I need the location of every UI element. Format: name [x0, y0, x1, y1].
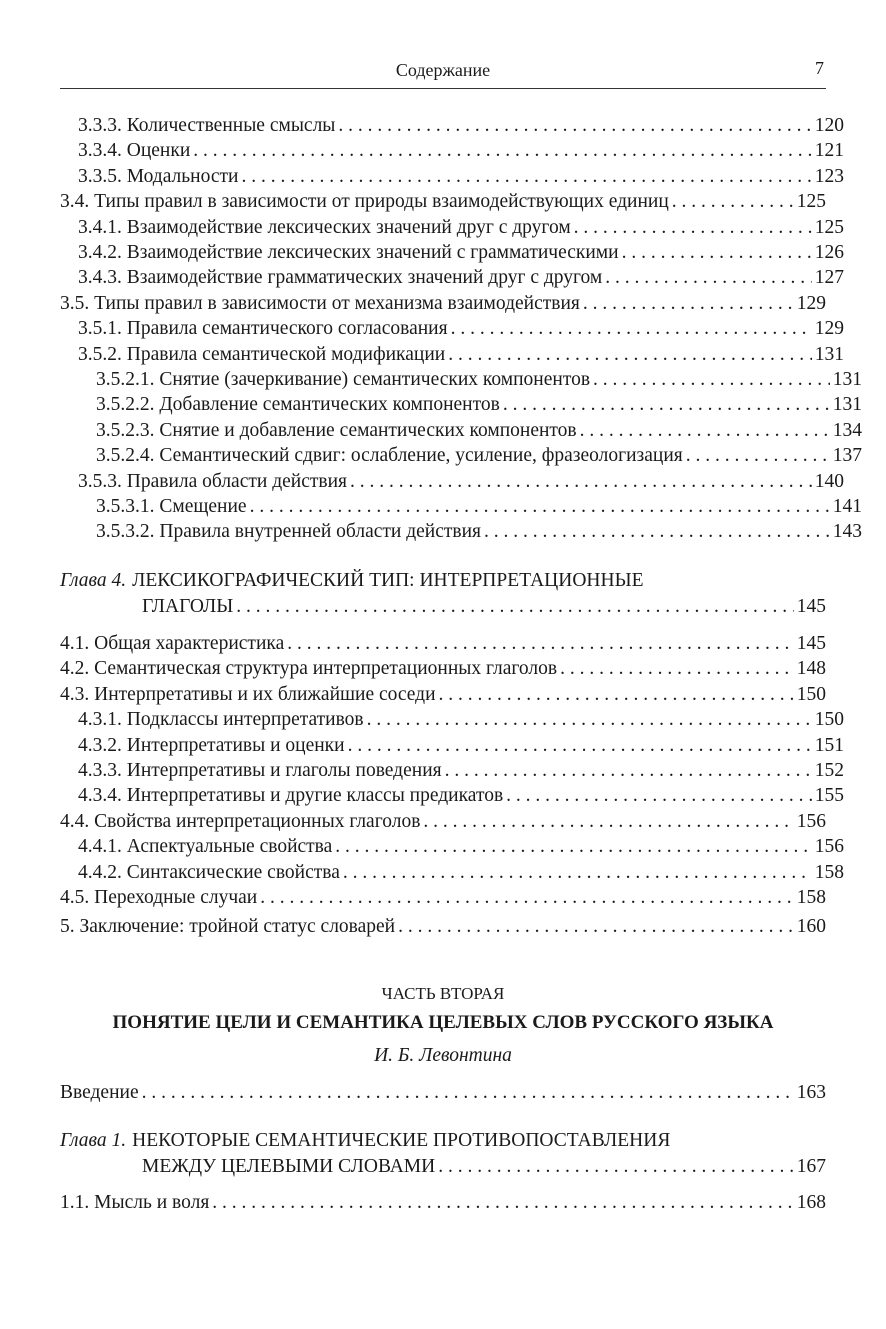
leader-dots — [142, 1080, 794, 1105]
leader-dots — [367, 707, 812, 732]
entry-page: 125 — [814, 216, 844, 238]
entry-text: Модальности — [126, 165, 239, 187]
chapter-4-heading-line2 — [60, 594, 826, 619]
entry-text: Интерпретативы и их ближайшие соседи — [94, 683, 436, 705]
leader-dots — [622, 240, 812, 265]
entry-text: Типы правил в зависимости от природы взаимодействующих единиц — [94, 191, 669, 213]
entry-page: 126 — [814, 242, 844, 263]
leader-dots — [484, 519, 830, 544]
entry-num: 3.3.3. — [78, 115, 122, 136]
toc-entry — [60, 682, 826, 707]
leader-dots — [439, 682, 794, 707]
entry-text: Типы правил в зависимости от механизма взаимодействия — [94, 292, 580, 314]
intro-text: Введение — [60, 1082, 139, 1103]
chapter-1-page: 167 — [796, 1156, 826, 1177]
chapter-1-title-line1: НЕКОТОРЫЕ СЕМАНТИЧЕСКИЕ ПРОТИВОПОСТАВЛЕНИЯ — [132, 1130, 671, 1151]
toc-entry — [60, 392, 862, 417]
entry-num: 3.5.3.2. — [96, 521, 155, 543]
entry-text: Взаимодействие лексических значений с грамматическими — [126, 242, 619, 263]
leader-dots — [287, 631, 794, 656]
entry-num: 4.4.1. — [78, 836, 122, 858]
entry-num: 1.1. — [60, 1192, 90, 1213]
entry-page: 125 — [796, 191, 826, 213]
entry-num: 3.4.2. — [78, 242, 122, 263]
entry-text: Взаимодействие грамматических значений друг с другом — [126, 267, 603, 289]
entry-text: Мысль и воля — [94, 1192, 210, 1213]
toc-entry — [60, 809, 826, 834]
chapter-4-title-line1: ЛЕКСИКОГРАФИЧЕСКИЙ ТИП: ИНТЕРПРЕТАЦИОННЫЕ — [132, 570, 644, 591]
toc-entry — [60, 860, 844, 885]
entry-num: 3.5.3. — [78, 470, 122, 492]
intro-page: 163 — [796, 1082, 826, 1103]
entry-page: 131 — [814, 343, 844, 365]
toc-entry — [60, 707, 844, 732]
entry-text: Переходные случаи — [94, 887, 258, 908]
toc-entry — [60, 113, 844, 138]
toc-entry — [60, 138, 844, 163]
toc-entry-conclusion — [60, 914, 826, 939]
toc-entry — [60, 656, 826, 681]
chapter-1-label: Глава 1. — [60, 1130, 127, 1151]
leader-dots — [448, 342, 812, 367]
toc-entry — [60, 215, 844, 240]
leader-dots — [398, 914, 794, 939]
entry-num: 3.5.3.1. — [96, 496, 155, 517]
entry-page: 131 — [832, 394, 862, 416]
chapter-4-title-line2: ГЛАГОЛЫ — [142, 596, 234, 617]
entry-text: Подклассы интерпретативов — [126, 709, 364, 731]
leader-dots — [343, 860, 812, 885]
entry-num: 4.4. — [60, 810, 90, 832]
entry-page: 150 — [814, 709, 844, 731]
part-two-title: ПОНЯТИЕ ЦЕЛИ И СЕМАНТИКА ЦЕЛЕВЫХ СЛОВ РУССКОГО ЯЗЫКА — [112, 1012, 774, 1033]
leader-dots — [350, 469, 812, 494]
entry-num: 3.4. — [60, 191, 90, 213]
entry-num: 3.5.2.2. — [96, 394, 155, 416]
toc-entry — [60, 631, 826, 656]
entry-num: 3.5.2.3. — [96, 419, 155, 441]
entry-text: Снятие и добавление семантических компонентов — [159, 419, 577, 441]
toc-entry — [60, 189, 826, 214]
toc-entry — [60, 834, 844, 859]
leader-dots — [560, 656, 794, 681]
entry-num: 4.1. — [60, 633, 90, 654]
chapter-1-title-line2: МЕЖДУ ЦЕЛЕВЫМИ СЛОВАМИ — [142, 1156, 436, 1177]
entry-page: 137 — [832, 445, 862, 467]
leader-dots — [335, 834, 811, 859]
entry-text: Правила семантического согласования — [126, 318, 448, 340]
entry-page: 121 — [814, 140, 844, 162]
entry-text: Снятие (зачеркивание) семантических компонентов — [159, 369, 591, 390]
entry-page: 123 — [814, 165, 844, 187]
entry-text: Добавление семантических компонентов — [159, 394, 500, 416]
entry-page: 129 — [814, 318, 844, 340]
header-page-number: 7 — [815, 58, 824, 78]
chapter-1-heading-line2 — [60, 1154, 826, 1179]
entry-page: 155 — [814, 785, 844, 807]
toc-entry — [60, 733, 844, 758]
entry-text: Правила области действия — [126, 470, 348, 492]
leader-dots — [580, 418, 830, 443]
entry-text: Общая характеристика — [94, 633, 285, 654]
entry-text: Смещение — [159, 496, 247, 517]
entry-text: Свойства интерпретационных глаголов — [94, 810, 421, 832]
entry-num: 4.3.4. — [78, 785, 122, 807]
toc-entry-1-1 — [60, 1190, 826, 1215]
toc-entry — [60, 418, 862, 443]
leader-dots — [260, 885, 794, 910]
toc-entry — [60, 758, 844, 783]
leader-dots — [438, 1154, 794, 1179]
entry-num: 3.4.1. — [78, 216, 122, 238]
toc-entry — [60, 316, 844, 341]
entry-num: 4.3.3. — [78, 760, 122, 781]
entry-page: 140 — [814, 470, 844, 492]
entry-num: 4.4.2. — [78, 861, 122, 883]
entry-text: Правила семантической модификации — [126, 343, 446, 365]
running-header — [60, 56, 826, 89]
entry-num: 3.4.3. — [78, 267, 122, 289]
entry-page: 156 — [796, 810, 826, 832]
chapter-4-label: Глава 4. — [60, 570, 127, 591]
entry-num: 4.3.2. — [78, 734, 122, 756]
toc-entry — [60, 367, 862, 392]
entry-page: 151 — [814, 734, 844, 756]
leader-dots — [686, 443, 830, 468]
leader-dots — [250, 494, 830, 519]
entry-num: 3.5.2.1. — [96, 369, 155, 390]
conclusion-text: 5. Заключение: тройной статус словарей — [60, 916, 396, 937]
toc-entry — [60, 494, 862, 519]
entry-page: 143 — [832, 521, 862, 543]
entry-num: 4.2. — [60, 658, 90, 680]
entry-page: 150 — [796, 683, 826, 705]
conclusion-page: 160 — [796, 916, 826, 937]
entry-text: Правила внутренней области действия — [159, 521, 482, 543]
leader-dots — [338, 113, 811, 138]
leader-dots — [605, 265, 811, 290]
leader-dots — [236, 594, 794, 619]
leader-dots — [583, 291, 794, 316]
leader-dots — [348, 733, 812, 758]
entry-page: 158 — [814, 861, 844, 883]
entry-page: 145 — [796, 633, 826, 654]
entry-text: Синтаксические свойства — [126, 861, 340, 883]
toc-entry — [60, 783, 844, 808]
entry-num: 4.3.1. — [78, 709, 122, 731]
leader-dots — [445, 758, 812, 783]
entry-page: 120 — [814, 115, 844, 136]
toc-entry — [60, 240, 844, 265]
leader-dots — [423, 809, 793, 834]
leader-dots — [506, 783, 812, 808]
chapter-1-heading-line1 — [60, 1128, 670, 1153]
entry-page: 127 — [814, 267, 844, 289]
entry-page: 141 — [832, 496, 862, 517]
chapter-4-page: 145 — [796, 596, 826, 617]
entry-text: Взаимодействие лексических значений друг с другом — [126, 216, 571, 238]
entry-text: Семантический сдвиг: ослабление, усиление, фразеологизация — [159, 445, 683, 467]
entry-page: 131 — [832, 369, 862, 390]
part-two-label: ЧАСТЬ ВТОРАЯ — [381, 984, 505, 1003]
toc-entry — [60, 443, 862, 468]
leader-dots — [574, 215, 812, 240]
entry-page: 129 — [796, 292, 826, 314]
entry-num: 4.3. — [60, 683, 90, 705]
toc-entry — [60, 265, 844, 290]
entry-page: 152 — [814, 760, 844, 781]
entry-text: Интерпретативы и глаголы поведения — [126, 760, 442, 781]
entry-text: Семантическая структура интерпретационных глаголов — [94, 658, 558, 680]
toc-entry — [60, 164, 844, 189]
leader-dots — [212, 1190, 793, 1215]
entry-text: Оценки — [126, 140, 191, 162]
entry-text: Аспектуальные свойства — [126, 836, 333, 858]
entry-num: 3.5.2.4. — [96, 445, 155, 467]
entry-page: 168 — [796, 1192, 826, 1213]
entry-page: 156 — [814, 836, 844, 858]
toc-entry — [60, 469, 844, 494]
leader-dots — [503, 392, 830, 417]
entry-page: 158 — [796, 887, 826, 908]
leader-dots — [241, 164, 811, 189]
entry-text: Интерпретативы и оценки — [126, 734, 345, 756]
entry-page: 134 — [832, 419, 862, 441]
entry-num: 4.5. — [60, 887, 90, 908]
leader-dots — [593, 367, 830, 392]
toc-entry — [60, 519, 862, 544]
entry-num: 3.3.4. — [78, 140, 122, 162]
entry-page: 148 — [796, 658, 826, 680]
chapter-4-heading-line1 — [60, 568, 643, 593]
toc-entry — [60, 291, 826, 316]
entry-num: 3.3.5. — [78, 165, 122, 187]
toc-entry — [60, 342, 844, 367]
entry-num: 3.5.1. — [78, 318, 122, 340]
leader-dots — [672, 189, 794, 214]
entry-text: Количественные смыслы — [126, 115, 336, 136]
entry-text: Интерпретативы и другие классы предикатов — [126, 785, 504, 807]
entry-num: 3.5. — [60, 292, 90, 314]
leader-dots — [451, 316, 812, 341]
toc-entry-intro — [60, 1080, 826, 1105]
header-title: Содержание — [395, 60, 491, 80]
toc-entry — [60, 885, 826, 910]
entry-num: 3.5.2. — [78, 343, 122, 365]
leader-dots — [193, 138, 811, 163]
part-two-author: И. Б. Левонтина — [374, 1045, 512, 1066]
